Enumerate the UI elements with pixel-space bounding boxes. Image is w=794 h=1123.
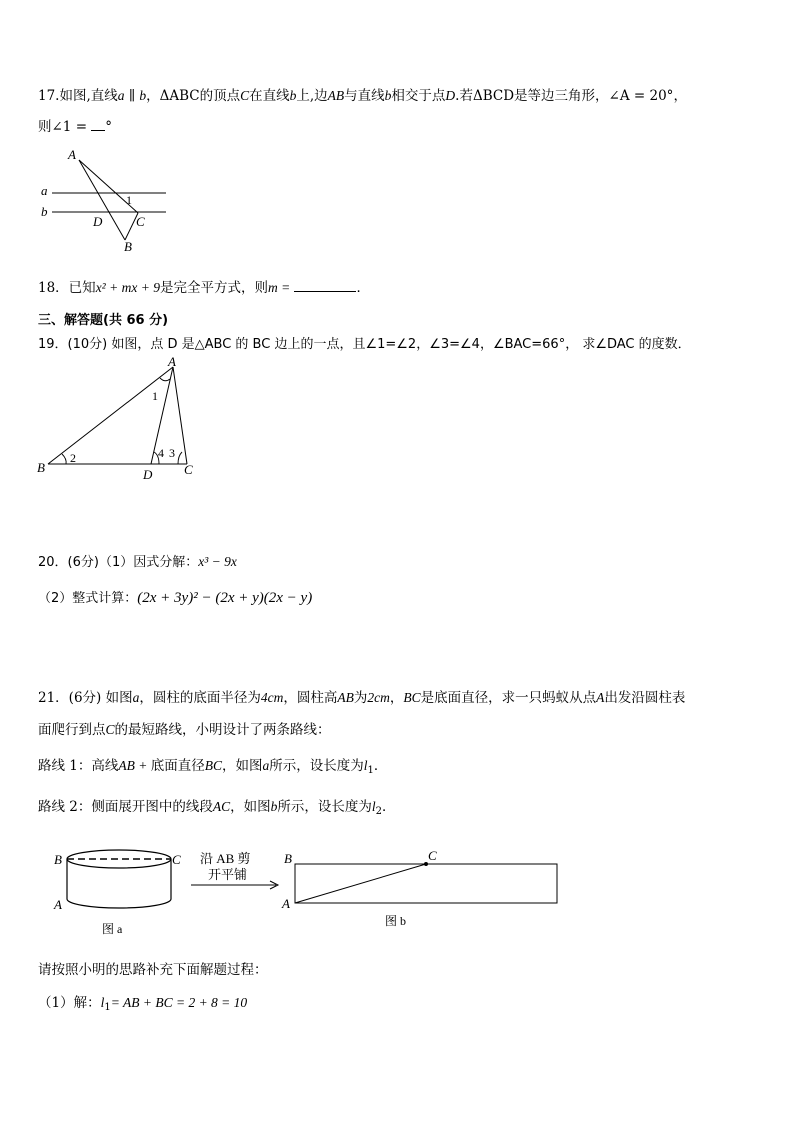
label-B: B bbox=[124, 239, 132, 254]
label-A: A bbox=[168, 355, 176, 369]
q20-part1: 20．(6分)（1）因式分解：x³ − 9x bbox=[38, 554, 237, 570]
q17-figure bbox=[38, 145, 178, 255]
arrow-label-1: 沿 AB 剪 bbox=[200, 851, 251, 866]
label-D: D bbox=[93, 214, 103, 229]
label-A: A bbox=[68, 147, 76, 162]
label-4: 4 bbox=[158, 446, 164, 460]
label-B: B bbox=[37, 460, 45, 475]
rect-label-C: C bbox=[428, 848, 437, 863]
label-a: a bbox=[41, 183, 48, 198]
answer-blank[interactable] bbox=[294, 291, 356, 292]
label-1: 1 bbox=[126, 193, 132, 207]
q21-line1: 21．(6分) 如图a，圆柱的底面半径为4cm，圆柱高AB为2cm，BC是底面直径，求一只蚂蚁从点A出发沿圆柱表 bbox=[38, 690, 686, 706]
q20-part2: （2）整式计算：(2x + 3y)² − (2x + y)(2x − y) bbox=[38, 590, 313, 606]
q21-ask: 请按照小明的思路补充下面解题过程： bbox=[38, 962, 268, 978]
q18-line: 18．已知x² + mx + 9是完全平方式，则m = ． bbox=[38, 280, 370, 296]
label-C: C bbox=[184, 462, 193, 477]
q21-line2: 面爬行到点C的最短路线，小明设计了两条路线： bbox=[38, 722, 331, 738]
label-2: 2 bbox=[70, 451, 76, 465]
q19-figure bbox=[34, 355, 204, 485]
label-1: 1 bbox=[152, 389, 158, 403]
caption-a: 图 a bbox=[102, 922, 123, 936]
rect-label-B: B bbox=[284, 851, 292, 866]
q21-figure bbox=[48, 845, 568, 940]
q17-line2: 则∠1 = ° bbox=[38, 119, 113, 135]
cyl-label-C: C bbox=[172, 852, 181, 867]
label-C: C bbox=[136, 214, 145, 229]
label-D: D bbox=[143, 467, 153, 482]
cyl-label-B: B bbox=[54, 852, 62, 867]
arrow-label-2: 开平铺 bbox=[208, 867, 248, 882]
rect-label-A: A bbox=[282, 896, 290, 911]
q21-route1: 路线 1：高线AB + 底面直径BC，如图a所示，设长度为$l_1$． bbox=[38, 758, 388, 776]
label-3: 3 bbox=[169, 446, 175, 460]
q17-line1: 17.如图,直线a ∥ b，ΔABC的顶点C在直线b上,边AB与直线b相交于点D.若ΔBCD是等边三角形，∠A = 20°， bbox=[38, 88, 687, 104]
section-heading: 三、解答题(共 66 分) bbox=[38, 313, 169, 328]
caption-b: 图 b bbox=[385, 914, 407, 928]
q21-solution: （1）解：$l_1=$ AB + BC = 2 + 8 = 10 bbox=[38, 995, 248, 1013]
q19-text: 19．(10分) 如图，点 D 是△ABC 的 BC 边上的一点，且∠1=∠2，∠3=∠4，∠BAC=66°， 求∠DAC 的度数． bbox=[38, 337, 691, 352]
answer-blank[interactable] bbox=[91, 130, 105, 131]
label-b: b bbox=[41, 204, 48, 219]
q21-route2: 路线 2：侧面展开图中的线段AC，如图b所示，设长度为$l_2$． bbox=[38, 799, 396, 817]
cyl-label-A: A bbox=[54, 897, 62, 912]
